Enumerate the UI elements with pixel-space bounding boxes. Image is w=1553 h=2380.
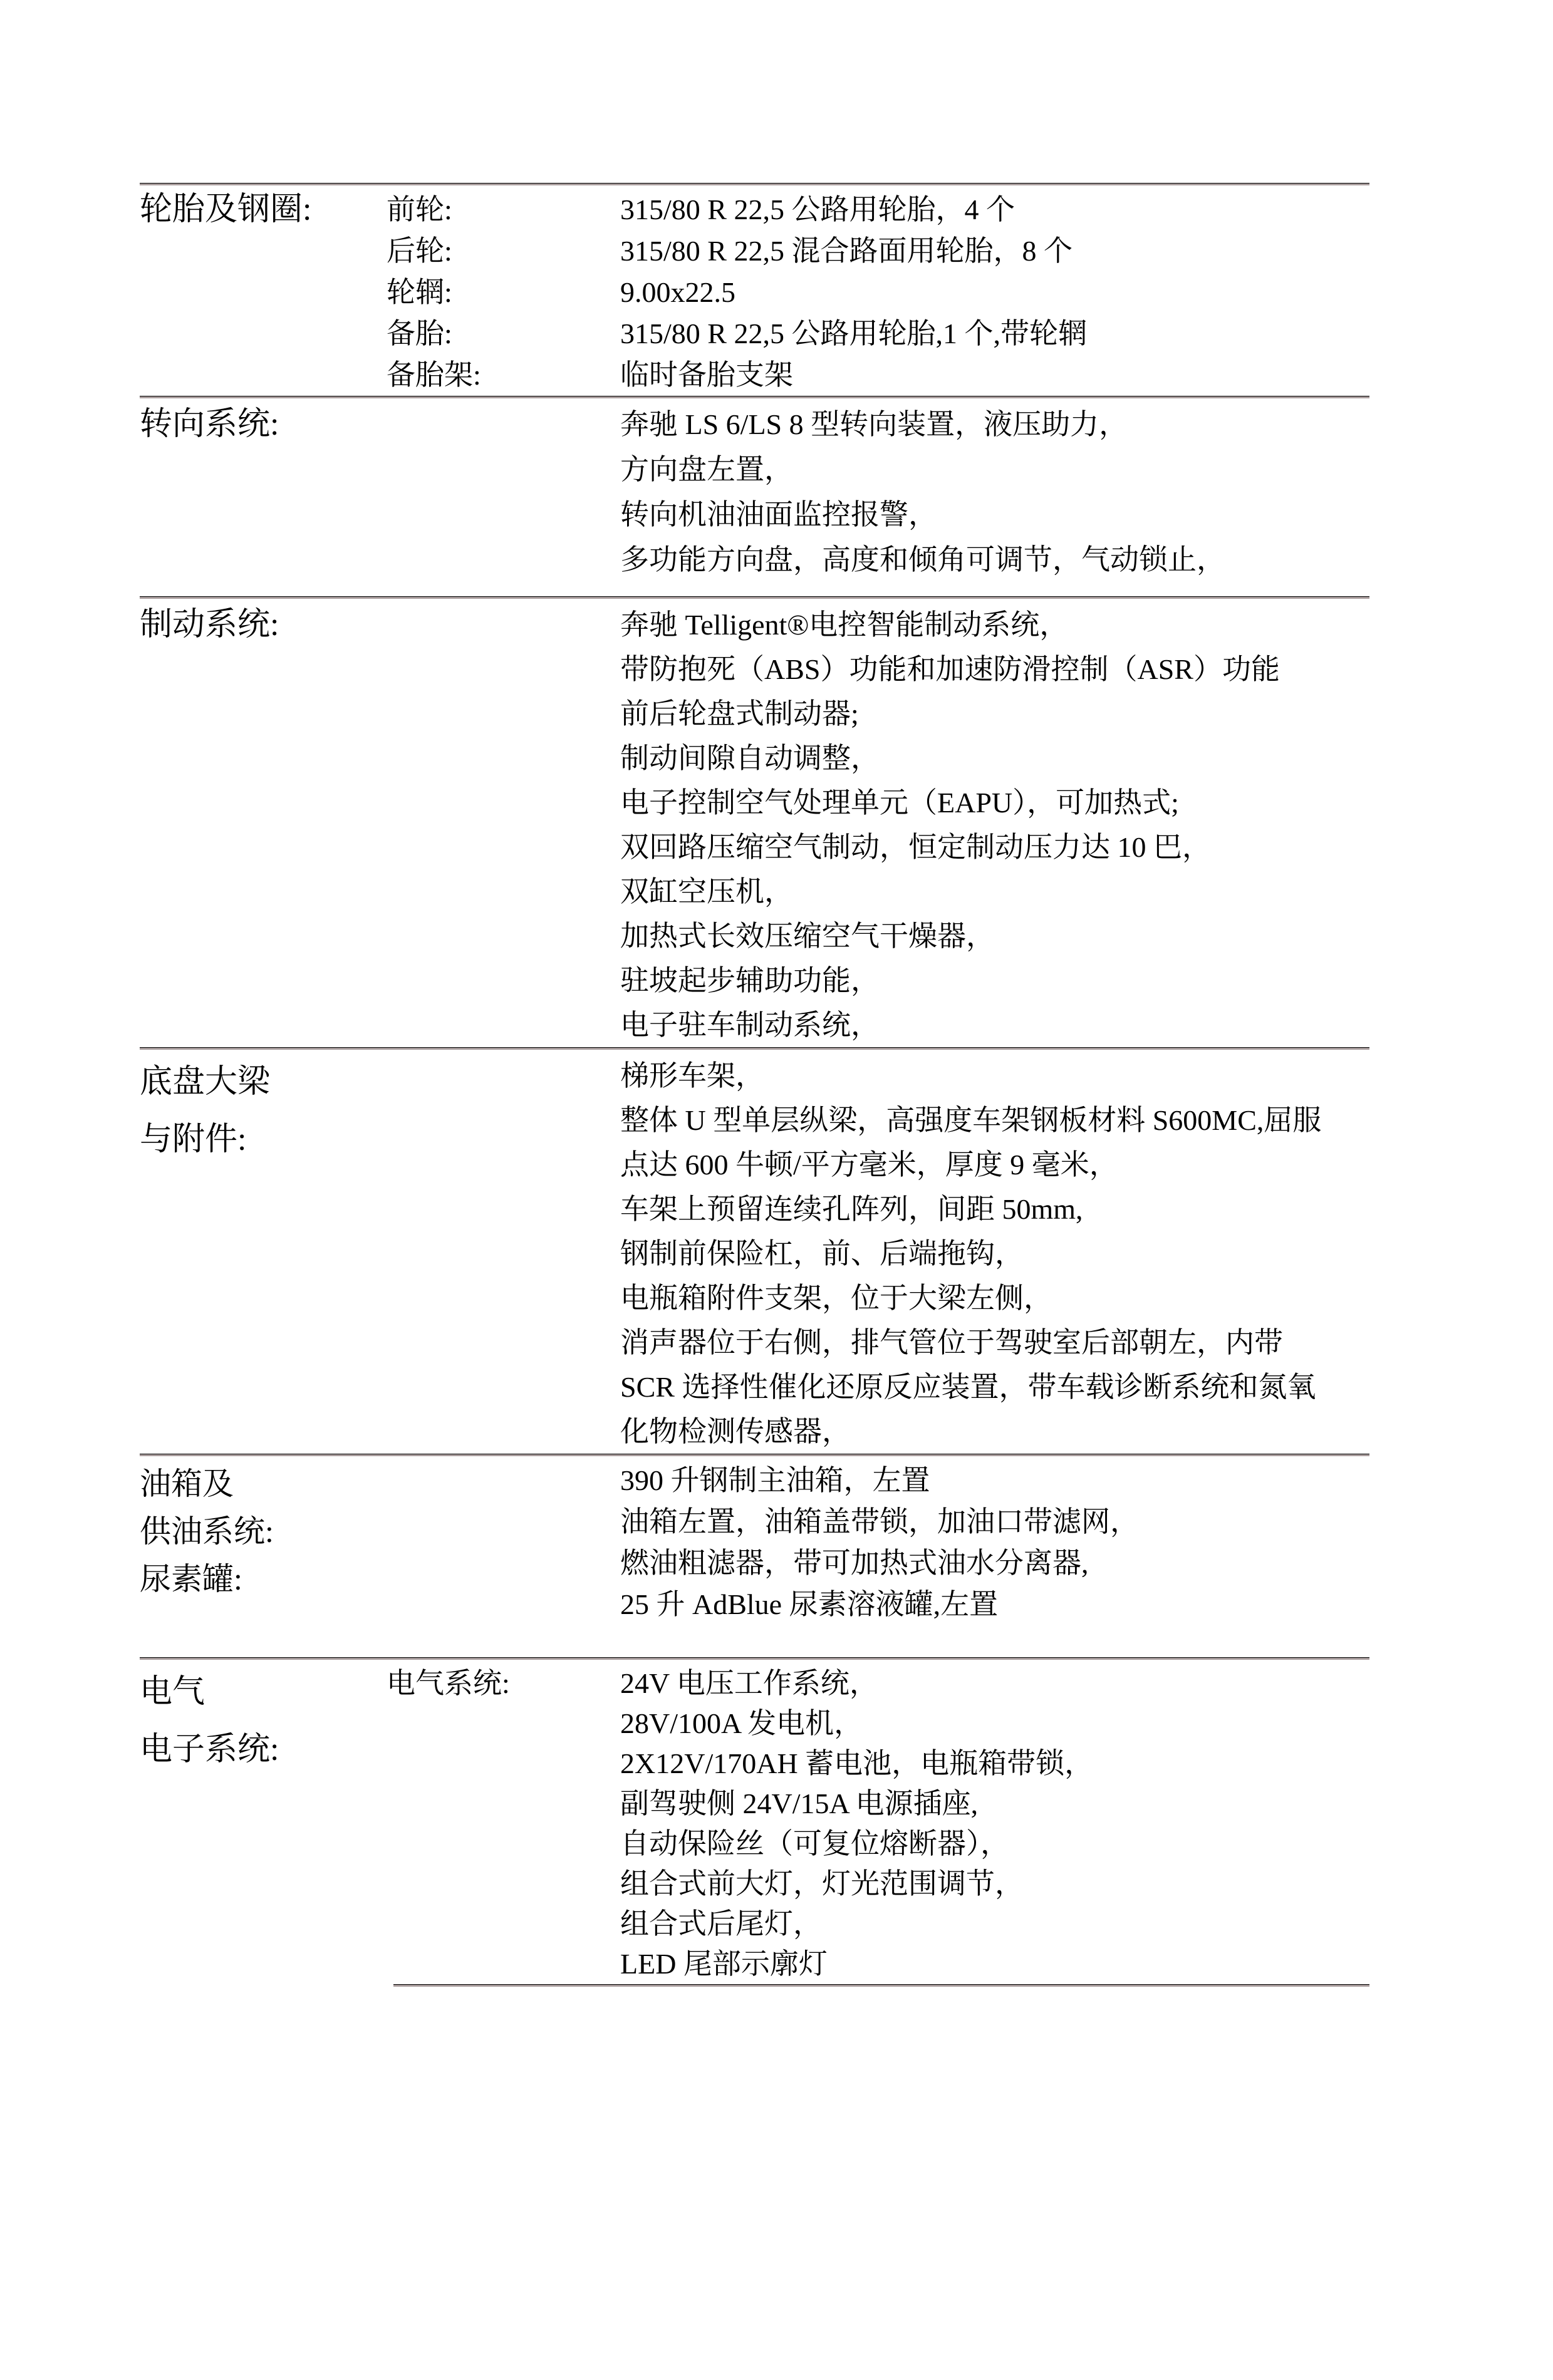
spec-value: 钢制前保险杠，前、后端拖钩， [620,1238,1024,1270]
sub-label [387,603,620,647]
spec-section-electrical-system [140,1660,1369,1984]
sub-label [387,1053,620,1098]
sub-label: 电气系统: [387,1667,510,1699]
spec-section-chassis-frame [140,1050,1369,1454]
section-label-line: 尿素罐: [140,1561,242,1596]
sub-label [387,1784,620,1824]
section-label-column [140,1460,387,1603]
spec-section-brake-system [140,599,1369,1047]
spec-value: 组合式后尾灯， [620,1908,822,1940]
spec-value: 电瓶箱附件支架，位于大梁左侧， [620,1282,1052,1314]
spec-value: 带防抱死（ABS）功能和加速防滑控制（ASR）功能 [620,653,1280,685]
section-label-column [140,189,387,230]
spec-value: 2X12V/170AH 蓄电池，电瓶箱带锁， [620,1747,1094,1779]
sub-label [387,1904,620,1944]
spec-value: 车架上预留连续孔阵列，间距 50mm, [620,1193,1083,1225]
sub-label [387,1864,620,1904]
sub-label: 后轮: [387,235,452,267]
spec-value: 电子驻车制动系统， [620,1009,880,1041]
section-label-line: 转向系统: [140,406,279,442]
section-label-line: 电气 [140,1674,205,1710]
spec-sheet [140,183,1369,1987]
sub-label [387,537,620,582]
sub-label [387,825,620,869]
section-label-line: 轮胎及钢圈: [140,192,312,227]
section-label-line: 电子系统: [140,1732,279,1767]
spec-value: 驻坡起步辅助功能， [620,965,880,996]
sub-label [387,1409,620,1454]
spec-value: 双回路压缩空气制动，恒定制动压力达 10 巴， [620,831,1211,863]
sub-label [387,869,620,914]
spec-value: 点达 600 牛顿/平方毫米，厚度 9 毫米， [620,1149,1118,1181]
spec-value: 整体 U 型单层纵梁，高强度车架钢板材料 S600MC,屈服 [620,1104,1322,1136]
spec-value: 副驾驶侧 24V/15A 电源插座, [620,1788,979,1819]
spec-value: 28V/100A 发电机， [620,1707,863,1739]
sub-label: 备胎: [387,318,452,349]
section-label-column [140,1053,387,1169]
spec-value: 组合式前大灯，灯光范围调节， [620,1868,1024,1900]
value-column [620,1663,1322,1984]
sub-label-column [387,402,620,582]
sub-label [387,1543,620,1584]
spec-value: 双缸空压机， [620,876,793,908]
section-label-line: 供油系统: [140,1514,274,1549]
sub-label [387,691,620,736]
sub-label [387,447,620,492]
sub-label: 前轮: [387,194,452,225]
spec-value: 梯形车架， [620,1060,764,1092]
sub-label [387,492,620,537]
spec-value: 转向机油油面监控报警， [620,499,937,530]
section-label-line: 与附件: [140,1122,247,1157]
spec-value: 奔驰 LS 6/LS 8 型转向装置，液压助力， [620,408,1128,440]
sub-label [387,1320,620,1365]
sub-label-column [387,1053,620,1454]
sub-label [387,1944,620,1984]
spec-value: 9.00x22.5 [620,276,735,308]
spec-value: 方向盘左置， [620,453,793,485]
spec-value: LED 尾部示廓灯 [620,1948,828,1980]
spec-value: 电子控制空气处理单元（EAPU），可加热式; [620,787,1179,819]
sub-label [387,1744,620,1784]
sub-label [387,1584,620,1625]
sub-label [387,914,620,958]
value-column [620,1460,1322,1625]
spec-value: 315/80 R 22,5 公路用轮胎，4 个 [620,194,1015,225]
sub-label [387,1231,620,1276]
sub-label [387,1704,620,1744]
section-label-line: 油箱及 [140,1466,234,1501]
spec-value: 制动间隙自动调整， [620,742,880,774]
spec-value: 燃油粗滤器，带可加热式油水分离器, [620,1547,1089,1579]
section-label-column [140,603,387,647]
sub-label [387,958,620,1003]
spec-value: 消声器位于右侧，排气管位于驾驶室后部朝左，内带 [620,1327,1283,1358]
spec-value: 24V 电压工作系统， [620,1667,878,1699]
sub-label [387,1003,620,1047]
sub-label [387,780,620,825]
value-column [620,189,1322,396]
spec-value: 临时备胎支架 [620,359,793,391]
spec-value: 加热式长效压缩空气干燥器， [620,920,995,952]
spec-section-tires-wheels [140,185,1369,396]
sub-label [387,736,620,780]
spec-value: 油箱左置，油箱盖带锁，加油口带滤网， [620,1506,1139,1538]
sub-label [387,1824,620,1864]
sub-label-column [387,1460,620,1625]
sub-label [387,1365,620,1409]
spec-value: 315/80 R 22,5 混合路面用轮胎，8 个 [620,235,1073,267]
value-column [620,1053,1322,1454]
spec-value: 390 升钢制主油箱，左置 [620,1464,930,1496]
spec-value: 前后轮盘式制动器; [620,698,859,730]
sub-label-column [387,603,620,1047]
value-column [620,402,1322,582]
spec-section-fuel-system [140,1456,1369,1657]
spec-value: 化物检测传感器， [620,1415,851,1447]
spec-value: 多功能方向盘，高度和倾角可调节，气动锁止， [620,544,1225,576]
sub-label [387,1187,620,1231]
value-column [620,603,1322,1047]
sub-label [387,1098,620,1142]
sub-label-column [387,1663,620,1984]
spec-value: 315/80 R 22,5 公路用轮胎,1 个,带轮辋 [620,318,1087,349]
spec-value: SCR 选择性催化还原反应装置，带车载诊断系统和氮氧 [620,1371,1316,1403]
spec-value: 自动保险丝（可复位熔断器）， [620,1828,1009,1860]
section-divider-rule [393,1984,1369,1987]
sub-label: 轮辋: [387,276,452,308]
sub-label [387,1276,620,1320]
section-label-line: 底盘大梁 [140,1064,271,1100]
spec-value: 奔驰 Telligent®电控智能制动系统， [620,609,1069,641]
sub-label [387,647,620,691]
sub-label: 备胎架: [387,359,481,391]
sub-label [387,1460,620,1501]
section-label-column [140,1663,387,1779]
sub-label [387,1142,620,1187]
section-label-column [140,402,387,447]
sub-label [387,402,620,447]
spec-section-steering-system [140,398,1369,596]
sub-label-column [387,189,620,396]
sub-label [387,1501,620,1543]
spec-value: 25 升 AdBlue 尿素溶液罐,左置 [620,1588,999,1620]
section-label-line: 制动系统: [140,607,279,643]
